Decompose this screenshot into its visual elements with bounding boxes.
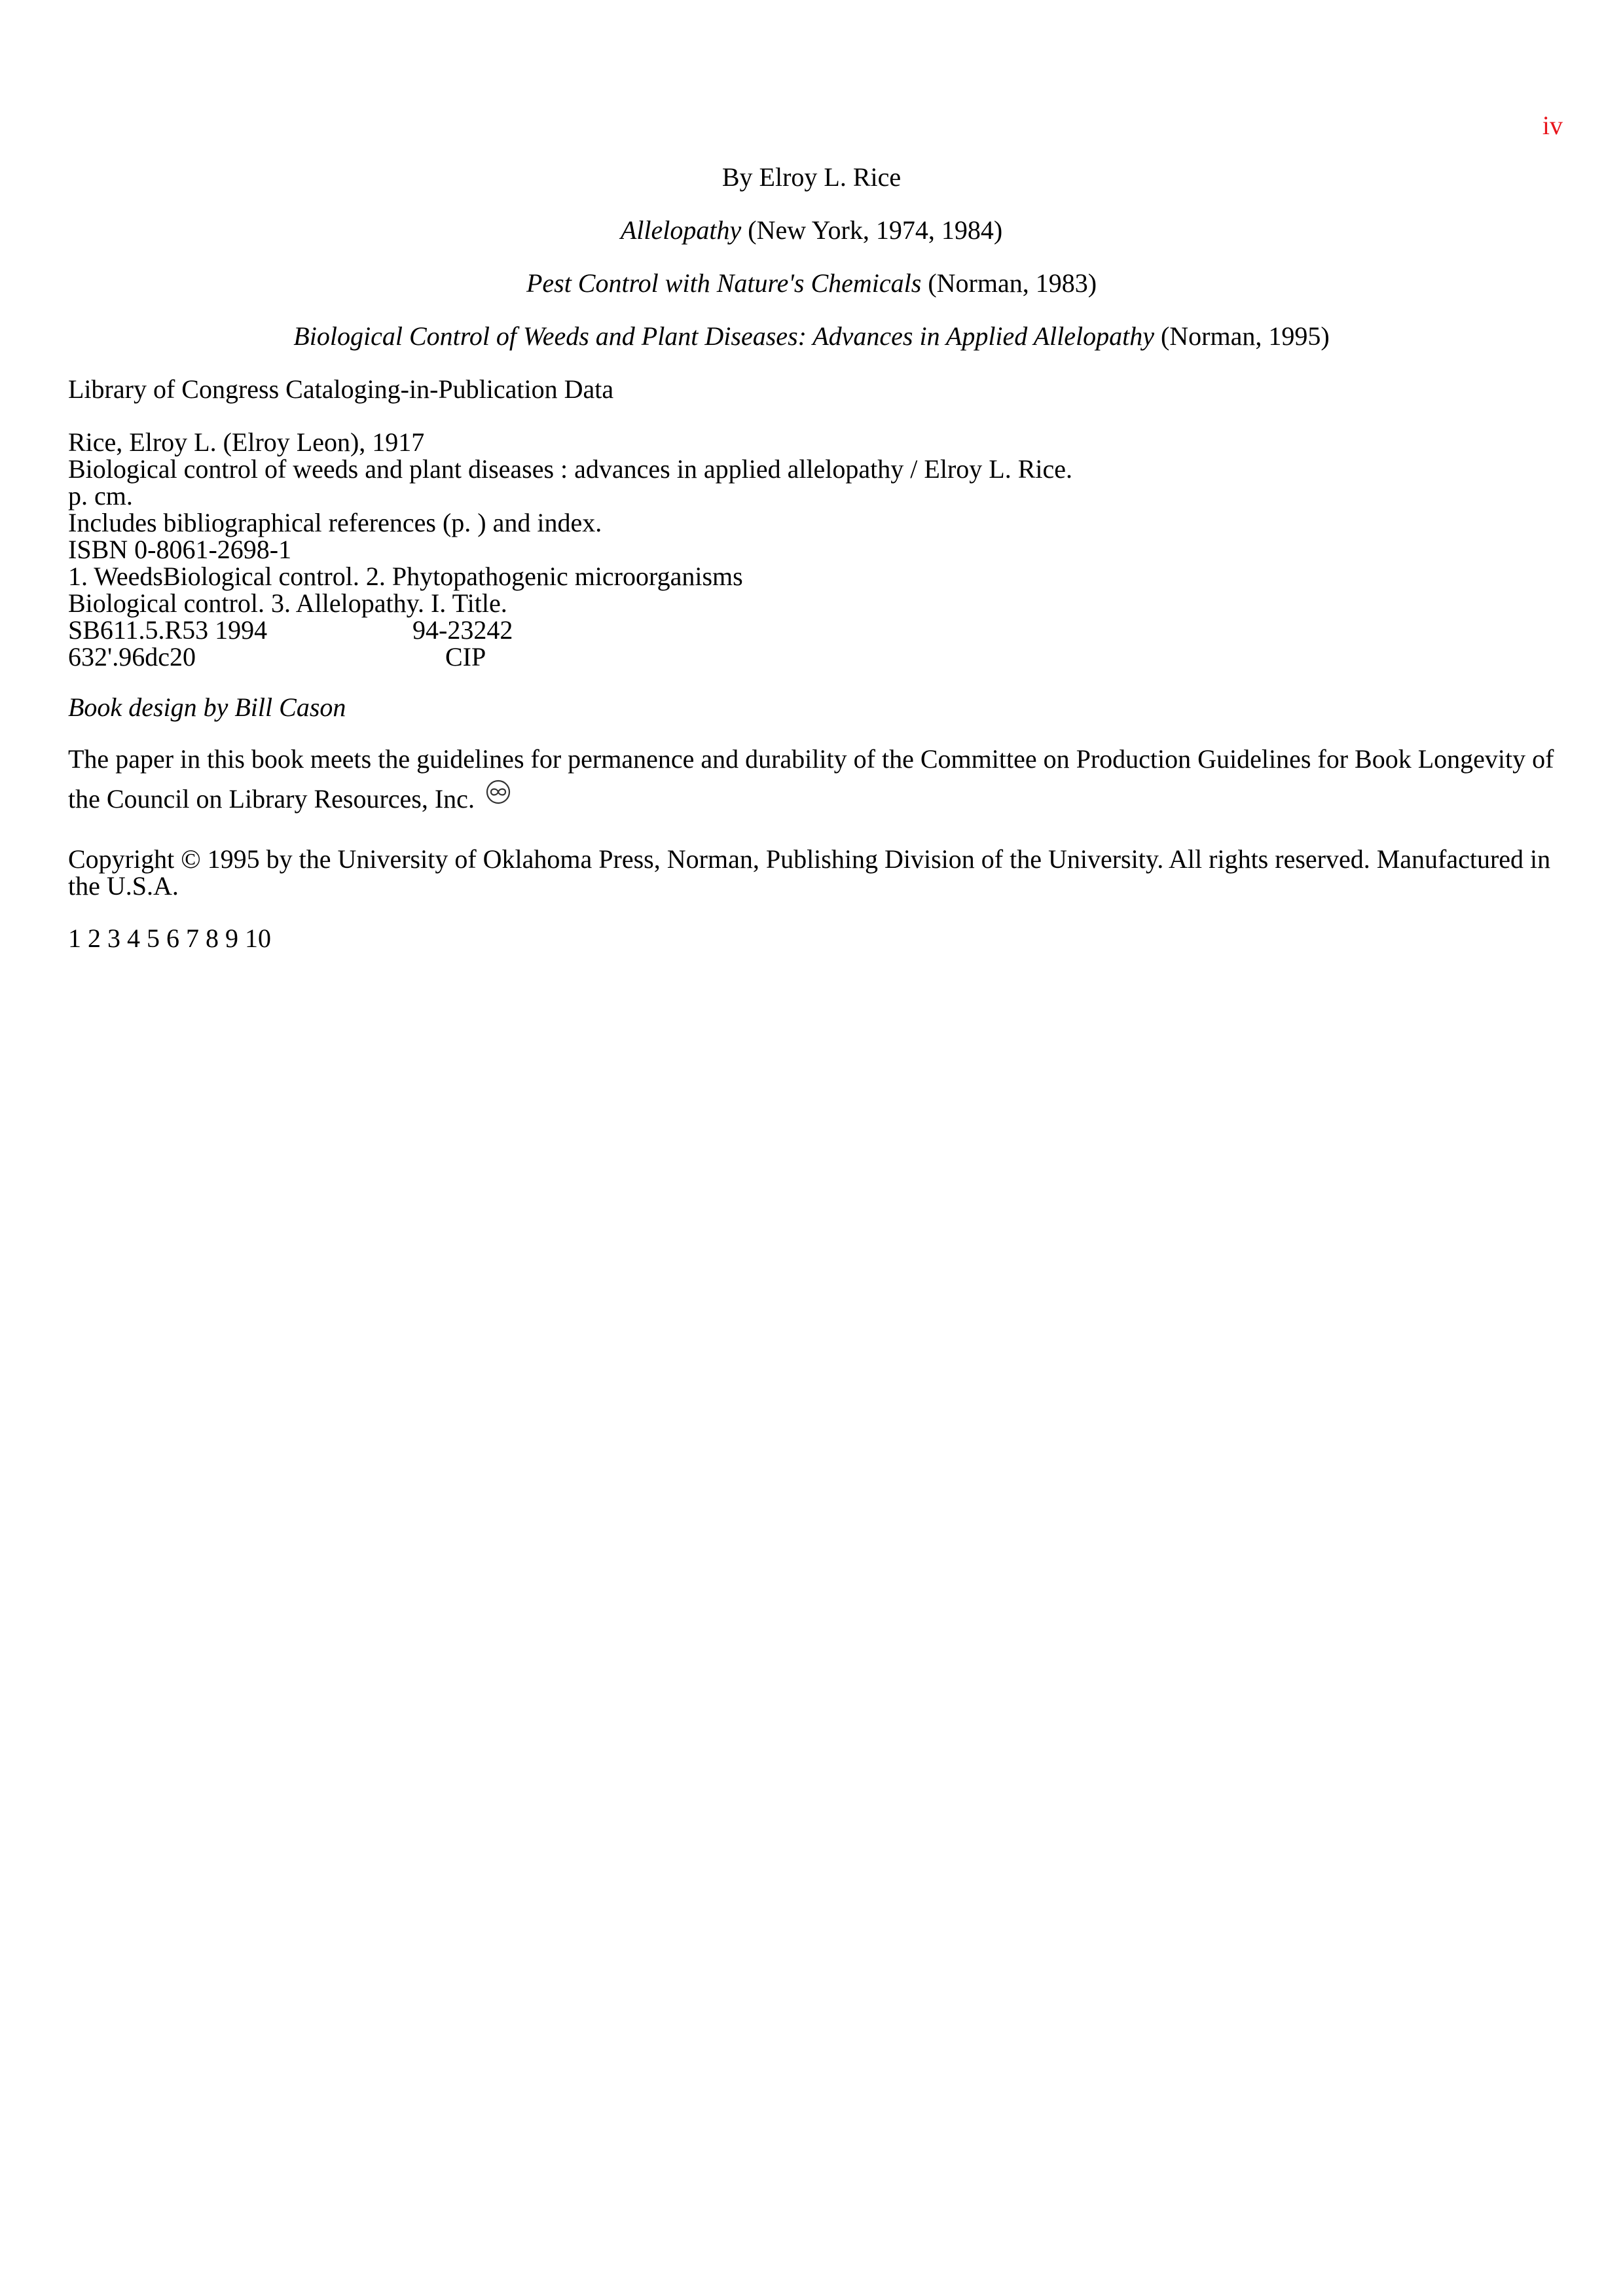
- cip-line: Biological control. 3. Allelopathy. I. Title.: [68, 588, 507, 618]
- cip-line: ISBN 0-8061-2698-1: [68, 535, 292, 564]
- work-allelopathy: [0, 217, 1623, 243]
- work-detail: (Norman, 1995): [1154, 321, 1330, 351]
- work-detail: (New York, 1974, 1984): [741, 215, 1003, 245]
- cip-line: p. cm.: [68, 481, 133, 511]
- call-number: SB611.5.R53 1994: [68, 615, 268, 645]
- lccn: 94-23242: [412, 615, 513, 645]
- work-pest-control: [0, 270, 1623, 296]
- by-line: By Elroy L. Rice: [721, 162, 902, 192]
- cip-call-number-row: [68, 617, 1072, 643]
- book-design-credit: Book design by Bill Cason: [68, 692, 346, 722]
- cip-line: Biological control of weeds and plant diseases : advances in applied allelopathy / Elroy L. Rice.: [68, 454, 1073, 484]
- work-title: Biological Control of Weeds and Plant Diseases: Advances in Applied Allelopathy: [293, 321, 1154, 351]
- cip-line: Includes bibliographical references (p. ) and index.: [68, 508, 602, 537]
- infinity-circle-icon: [485, 779, 511, 805]
- cip-line: 1. WeedsBiological control. 2. Phytopathogenic microorganisms: [68, 562, 743, 591]
- copyright-notice: Copyright © 1995 by the University of Oklahoma Press, Norman, Publishing Division of the University. All rights reserved. Manufactured in the U.S.A.: [68, 844, 1551, 901]
- printing-line: 1 2 3 4 5 6 7 8 9 10: [68, 924, 271, 953]
- paper-notice: The paper in this book meets the guidelines for permanence and durability of the Committee on Production Guidelines for Book Longevity of the Council on Library Resources, Inc.: [68, 744, 1554, 814]
- page-number: iv: [1542, 111, 1563, 140]
- cip-line: Rice, Elroy L. (Elroy Leon), 1917: [68, 427, 425, 457]
- cip-record: [68, 429, 1072, 670]
- work-title: Allelopathy: [620, 215, 742, 245]
- work-biological-control: [0, 323, 1623, 350]
- cip-dewey-row: [68, 643, 1072, 670]
- work-title: Pest Control with Nature's Chemicals: [526, 268, 922, 298]
- work-detail: (Norman, 1983): [921, 268, 1097, 298]
- cip-label: CIP: [445, 642, 486, 672]
- dewey-number: 632'.96dc20: [68, 642, 196, 672]
- cip-heading: Library of Congress Cataloging-in-Publication Data: [68, 374, 614, 404]
